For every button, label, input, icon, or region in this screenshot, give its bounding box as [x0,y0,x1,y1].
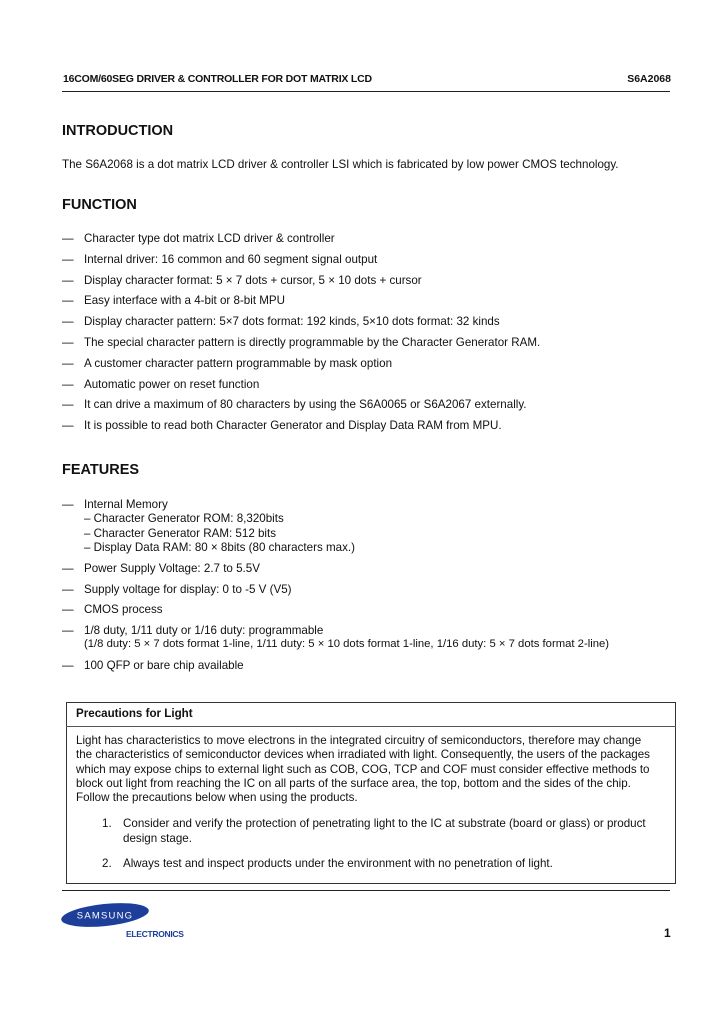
precautions-line: the characteristics of semiconductor devices when irradiated with light. Consequently, the users of the packages [76,748,650,761]
list-item: — Easy interface with a 4-bit or 8-bit MPU [62,294,286,308]
cmos-process: CMOS process [84,603,163,616]
precautions-title: Precautions for Light [76,707,193,720]
header-rule [62,91,670,92]
precaution-number: 1. [102,817,112,830]
header-part-number: S6A2068 [627,73,671,85]
precaution-item: Always test and inspect products under the environment with no penetration of light. [123,857,553,870]
footer-rule [62,890,670,891]
header-title: 16COM/60SEG DRIVER & CONTROLLER FOR DOT MATRIX LCD [63,73,372,85]
precautions-line: block out light from reaching the IC on all parts of the surface area, the top, bottom and the sides of the chip. [76,777,631,790]
duty-options: 1/8 duty, 1/11 duty or 1/16 duty: programmable [84,624,324,637]
list-item: — It can drive a maximum of 80 characters by using the S6A0065 or S6A2067 externally. [62,398,527,412]
page-number: 1 [664,926,671,940]
division-label: ELECTRONICS [126,929,184,939]
list-dash: — [62,562,74,575]
list-item: — Display character pattern: 5×7 dots format: 192 kinds, 5×10 dots format: 32 kinds [62,315,500,329]
list-dash: — [62,498,74,511]
list-item: — It is possible to read both Character Generator and Display Data RAM from MPU. [62,419,502,433]
duty-detail: (1/8 duty: 5 × 7 dots format 1-line, 1/11 duty: 5 × 10 dots format 1-line, 1/16 duty: 5 × 7 dots format 2-line) [84,638,610,650]
list-dash: — [62,624,74,637]
package-option: 100 QFP or bare chip available [84,659,244,672]
memory-item: – Character Generator ROM: 8,320bits [84,512,284,525]
precautions-line: which may expose chips to external light such as COB, COG, TCP and COF must consider effective methods to [76,763,650,776]
memory-item: – Display Data RAM: 80 × 8bits (80 characters max.) [84,541,355,554]
list-item: — The special character pattern is directly programmable by the Character Generator RAM. [62,335,541,349]
logo-text: SAMSUNG [76,910,134,922]
list-item: — A customer character pattern programmable by mask option [62,356,393,370]
memory-item: – Character Generator RAM: 512 bits [84,527,277,540]
display-supply-voltage: Supply voltage for display: 0 to -5 V (V5) [84,583,292,596]
list-item: — Display character format: 5 × 7 dots + cursor, 5 × 10 dots + cursor [62,273,422,287]
list-item: — Character type dot matrix LCD driver & controller [62,232,335,245]
list-item: — Internal driver: 16 common and 60 segment signal output [62,252,378,266]
list-dash: — [62,659,74,672]
function-heading: FUNCTION [62,197,137,213]
precautions-rule [66,726,676,727]
list-dash: — [62,603,74,616]
precautions-line: Light has characteristics to move electrons in the integrated circuitry of semiconductors, therefore may change [76,734,642,747]
function-list [62,232,682,440]
precaution-item: Consider and verify the protection of penetrating light to the IC at substrate (board or glass) or product [123,817,646,830]
samsung-logo [60,900,150,930]
precaution-item: design stage. [123,832,192,845]
precautions-line: Follow the precautions below when using the products. [76,791,358,804]
memory-label: Internal Memory [84,498,168,511]
list-item: — Automatic power on reset function [62,377,260,391]
list-dash: — [62,583,74,596]
power-supply-voltage: Power Supply Voltage: 2.7 to 5.5V [84,562,260,575]
introduction-heading: INTRODUCTION [62,123,174,139]
introduction-text: The S6A2068 is a dot matrix LCD driver & controller LSI which is fabricated by low power CMOS technology. [62,158,619,171]
features-heading: FEATURES [62,462,140,478]
precaution-number: 2. [102,857,112,870]
